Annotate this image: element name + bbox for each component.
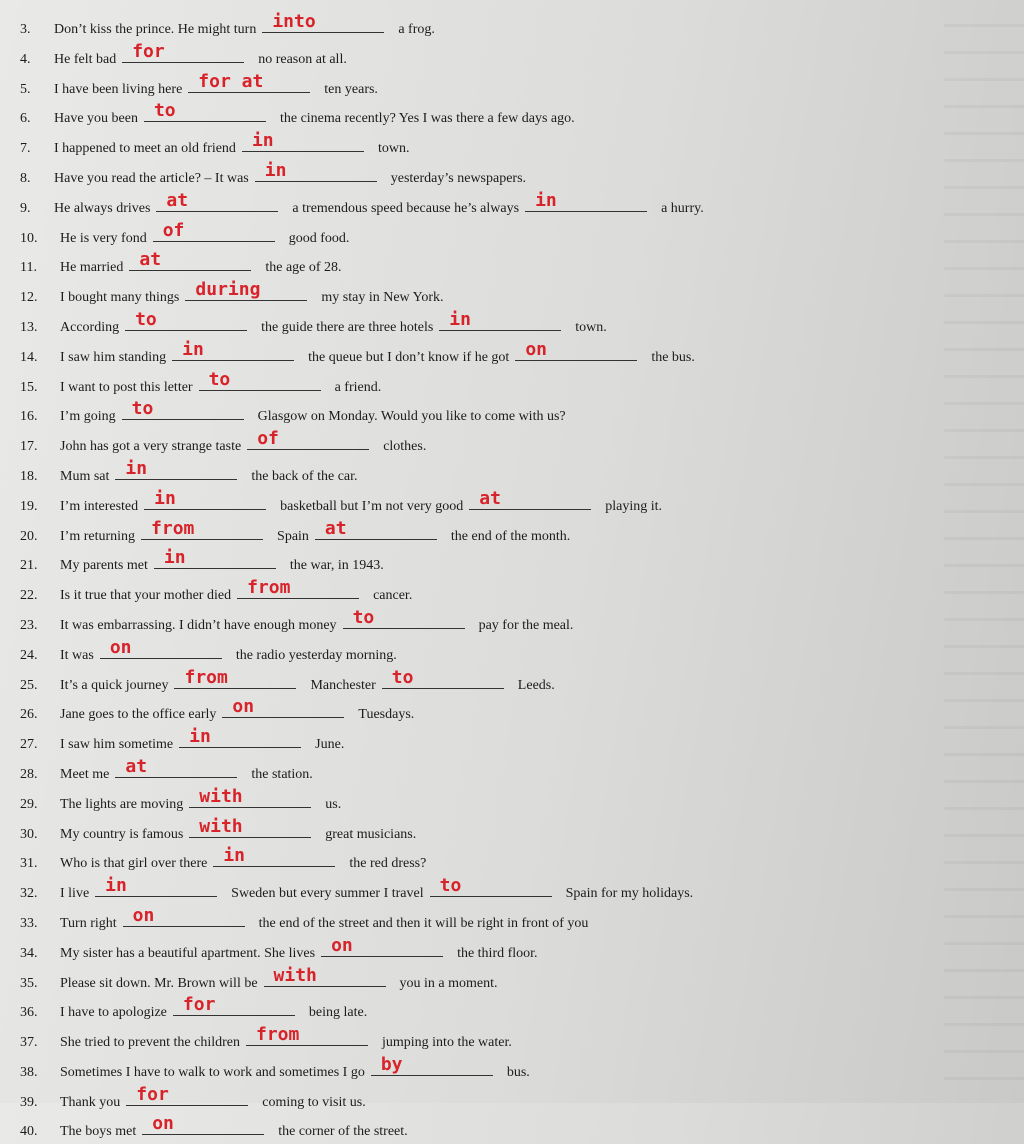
answer-blank bbox=[95, 876, 217, 897]
answer-blank bbox=[156, 191, 278, 212]
sentence-text: my stay in New York. bbox=[321, 290, 444, 306]
answer-blank bbox=[144, 489, 266, 510]
handwritten-answer: with bbox=[273, 964, 317, 986]
exercise-line bbox=[0, 250, 1024, 280]
handwritten-answer: at bbox=[166, 189, 189, 211]
handwritten-answer: for at bbox=[198, 70, 264, 92]
answer-blank bbox=[430, 876, 552, 897]
item-number: 30. bbox=[20, 826, 38, 842]
exercise-line bbox=[0, 846, 1024, 876]
item-number: 21. bbox=[20, 558, 38, 574]
handwritten-answer: at bbox=[479, 487, 501, 509]
sentence-text: you in a moment. bbox=[399, 975, 498, 991]
item-number: 35. bbox=[20, 975, 38, 991]
answer-blank bbox=[189, 817, 311, 838]
exercise-line bbox=[0, 727, 1024, 757]
item-number: 22. bbox=[20, 588, 38, 604]
handwritten-answer: on bbox=[132, 904, 155, 926]
item-number: 9. bbox=[20, 200, 31, 216]
handwritten-answer: from bbox=[184, 666, 228, 688]
sentence-text: the end of the street and then it will be right in front of you bbox=[258, 915, 589, 931]
answer-blank bbox=[199, 370, 321, 391]
sentence-text: It was bbox=[60, 647, 94, 663]
handwritten-answer: on bbox=[109, 636, 132, 658]
sentence-text: great musicians. bbox=[325, 826, 417, 842]
sentence-text: Spain for my holidays. bbox=[565, 886, 694, 902]
sentence-text: town. bbox=[575, 319, 607, 335]
handwritten-answer: for bbox=[132, 40, 165, 62]
sentence-text: Have you read the article? – It was bbox=[54, 170, 249, 186]
answer-blank bbox=[515, 340, 637, 361]
handwritten-answer: on bbox=[152, 1113, 174, 1135]
sentence-text: My sister has a beautiful apartment. She lives bbox=[60, 945, 316, 961]
sentence-text: Jane goes to the office early bbox=[60, 707, 217, 723]
handwritten-answer: to bbox=[352, 606, 375, 628]
exercise-line bbox=[0, 817, 1024, 847]
sentence-text: the guide there are three hotels bbox=[261, 319, 434, 335]
sentence-text: Is it true that your mother died bbox=[60, 588, 232, 604]
exercise-line bbox=[0, 668, 1024, 698]
item-number: 7. bbox=[20, 141, 31, 157]
exercise-line bbox=[0, 638, 1024, 668]
answer-blank bbox=[115, 757, 237, 778]
sentence-text: Please sit down. Mr. Brown will be bbox=[60, 975, 258, 991]
handwritten-answer: to bbox=[153, 100, 176, 122]
sentence-text: I saw him sometime bbox=[60, 737, 174, 753]
handwritten-answer: into bbox=[272, 11, 316, 32]
sentence-text: ten years. bbox=[324, 81, 378, 97]
item-number: 24. bbox=[20, 647, 38, 663]
answer-blank bbox=[154, 548, 276, 569]
answer-blank bbox=[189, 787, 311, 808]
exercise-line bbox=[0, 489, 1024, 519]
handwritten-answer: by bbox=[380, 1053, 403, 1075]
handwritten-answer: to bbox=[131, 398, 154, 420]
sentence-text: My country is famous bbox=[60, 826, 184, 842]
sentence-text: the radio yesterday morning. bbox=[235, 647, 397, 663]
handwritten-answer: with bbox=[199, 815, 243, 837]
item-number: 37. bbox=[20, 1035, 38, 1051]
sentence-text: He felt bad bbox=[54, 51, 117, 67]
item-number: 36. bbox=[20, 1005, 38, 1021]
answer-blank bbox=[439, 310, 561, 331]
sentence-text: Don’t kiss the prince. He might turn bbox=[54, 22, 257, 37]
sentence-text: Mum sat bbox=[60, 468, 110, 484]
sentence-text: June. bbox=[315, 737, 345, 753]
handwritten-answer: to bbox=[135, 308, 157, 330]
sentence-text: no reason at all. bbox=[258, 51, 347, 67]
sentence-text: I bought many things bbox=[60, 290, 180, 306]
exercise-line bbox=[0, 936, 1024, 966]
answer-blank bbox=[100, 638, 222, 659]
item-number: 15. bbox=[20, 379, 38, 395]
answer-blank bbox=[237, 578, 359, 599]
exercise-line bbox=[0, 876, 1024, 906]
exercise-line bbox=[0, 399, 1024, 429]
sentence-text: the war, in 1943. bbox=[289, 558, 384, 574]
sentence-text: coming to visit us. bbox=[262, 1094, 366, 1110]
answer-blank bbox=[246, 1025, 368, 1046]
exercise-line bbox=[0, 370, 1024, 400]
sentence-text: I live bbox=[60, 886, 90, 902]
exercise-line bbox=[0, 757, 1024, 787]
sentence-text: I’m interested bbox=[60, 498, 139, 514]
handwritten-answer: during bbox=[195, 279, 261, 301]
sentence-text: Leeds. bbox=[517, 677, 555, 693]
answer-blank bbox=[371, 1055, 493, 1076]
exercise-line bbox=[0, 459, 1024, 489]
item-number: 25. bbox=[20, 677, 38, 693]
item-number: 27. bbox=[20, 737, 38, 753]
handwritten-answer: in bbox=[154, 487, 176, 509]
answer-blank bbox=[153, 221, 275, 242]
answer-blank bbox=[123, 906, 245, 927]
exercise-line bbox=[0, 12, 1024, 42]
sentence-text: playing it. bbox=[605, 498, 663, 514]
exercise-line bbox=[0, 1114, 1024, 1144]
exercise-line bbox=[0, 191, 1024, 221]
sentence-text: According bbox=[60, 319, 120, 335]
answer-blank bbox=[262, 12, 384, 33]
handwritten-answer: to bbox=[391, 666, 414, 688]
sentence-text: The lights are moving bbox=[60, 796, 184, 812]
answer-blank bbox=[343, 608, 465, 629]
sentence-text: It’s a quick journey bbox=[60, 677, 169, 693]
sentence-text: I’m returning bbox=[60, 528, 136, 544]
item-number: 18. bbox=[20, 468, 38, 484]
sentence-text: Have you been bbox=[54, 111, 138, 127]
item-number: 38. bbox=[20, 1064, 38, 1080]
exercise-line bbox=[0, 697, 1024, 727]
item-number: 32. bbox=[20, 886, 38, 902]
item-number: 33. bbox=[20, 915, 38, 931]
item-number: 4. bbox=[20, 51, 31, 67]
handwritten-answer: in bbox=[163, 547, 186, 569]
exercise-line bbox=[0, 1025, 1024, 1055]
sentence-text: I happened to meet an old friend bbox=[54, 141, 236, 157]
exercise-line bbox=[0, 578, 1024, 608]
exercise-line bbox=[0, 280, 1024, 310]
handwritten-answer: on bbox=[232, 696, 255, 718]
sentence-text: the queue but I don’t know if he got bbox=[308, 349, 510, 365]
answer-blank bbox=[141, 519, 263, 540]
answer-blank bbox=[129, 250, 251, 271]
sentence-text: the corner of the street. bbox=[278, 1124, 408, 1140]
answer-blank bbox=[144, 101, 266, 122]
item-number: 14. bbox=[20, 349, 38, 365]
handwritten-answer: from bbox=[256, 1024, 300, 1046]
item-number: 31. bbox=[20, 856, 38, 872]
exercise-list bbox=[0, 12, 1024, 1144]
item-number: 39. bbox=[20, 1094, 38, 1110]
handwritten-answer: in bbox=[535, 189, 557, 211]
sentence-text: yesterday’s newspapers. bbox=[390, 170, 527, 186]
answer-blank bbox=[315, 519, 437, 540]
handwritten-answer: in bbox=[125, 457, 148, 479]
handwritten-answer: in bbox=[251, 130, 274, 152]
sentence-text: Manchester bbox=[310, 677, 376, 693]
item-number: 26. bbox=[20, 707, 38, 723]
exercise-line bbox=[0, 131, 1024, 161]
answer-blank bbox=[185, 280, 307, 301]
sentence-text: Who is that girl over there bbox=[60, 856, 208, 872]
answer-blank bbox=[179, 727, 301, 748]
sentence-text: Turn right bbox=[60, 915, 117, 931]
answer-blank bbox=[264, 966, 386, 987]
item-number: 6. bbox=[20, 111, 31, 127]
handwritten-answer: for bbox=[182, 994, 216, 1016]
handwritten-answer: from bbox=[151, 517, 195, 539]
handwritten-answer: at bbox=[324, 517, 347, 539]
sentence-text: being late. bbox=[308, 1005, 368, 1021]
sentence-text: He always drives bbox=[54, 200, 151, 216]
handwritten-answer: at bbox=[125, 755, 148, 777]
item-number: 16. bbox=[20, 409, 38, 425]
item-number: 3. bbox=[20, 22, 31, 37]
sentence-text: pay for the meal. bbox=[478, 617, 574, 633]
item-number: 8. bbox=[20, 170, 31, 186]
sentence-text: Spain bbox=[277, 528, 309, 544]
sentence-text: the cinema recently? Yes I was there a few days ago. bbox=[279, 111, 575, 127]
item-number: 20. bbox=[20, 528, 38, 544]
answer-blank bbox=[172, 340, 294, 361]
handwritten-answer: in bbox=[182, 338, 204, 360]
answer-blank bbox=[469, 489, 591, 510]
sentence-text: a hurry. bbox=[661, 200, 704, 216]
sentence-text: the bus. bbox=[651, 349, 695, 365]
sentence-text: Meet me bbox=[60, 766, 110, 782]
handwritten-answer: in bbox=[264, 159, 287, 181]
item-number: 23. bbox=[20, 617, 38, 633]
handwritten-answer: of bbox=[162, 219, 185, 241]
sentence-text: She tried to prevent the children bbox=[60, 1035, 240, 1051]
handwritten-answer: with bbox=[199, 785, 243, 807]
sentence-text: a tremendous speed because he’s always bbox=[292, 200, 520, 216]
handwritten-answer: in bbox=[449, 308, 471, 330]
exercise-line bbox=[0, 72, 1024, 102]
answer-blank bbox=[321, 936, 443, 957]
handwritten-answer: in bbox=[223, 845, 246, 867]
sentence-text: us. bbox=[325, 796, 342, 812]
answer-blank bbox=[142, 1114, 264, 1135]
sentence-text: a frog. bbox=[398, 22, 435, 37]
handwritten-answer: of bbox=[257, 428, 279, 450]
exercise-line bbox=[0, 340, 1024, 370]
item-number: 17. bbox=[20, 439, 38, 455]
sentence-text: I have been living here bbox=[54, 81, 183, 97]
sentence-text: Glasgow on Monday. Would you like to come with us? bbox=[257, 409, 566, 425]
exercise-line bbox=[0, 42, 1024, 72]
sentence-text: I saw him standing bbox=[60, 349, 167, 365]
item-number: 34. bbox=[20, 945, 38, 961]
handwritten-answer: at bbox=[139, 249, 162, 271]
answer-blank bbox=[255, 161, 377, 182]
sentence-text: Sweden but every summer I travel bbox=[231, 886, 424, 902]
answer-blank bbox=[222, 697, 344, 718]
answer-blank bbox=[247, 429, 369, 450]
exercise-line bbox=[0, 519, 1024, 549]
sentence-text: clothes. bbox=[383, 439, 427, 455]
answer-blank bbox=[188, 72, 310, 93]
sentence-text: I have to apologize bbox=[60, 1005, 167, 1021]
exercise-line bbox=[0, 161, 1024, 191]
handwritten-answer: for bbox=[136, 1083, 169, 1105]
sentence-text: He is very fond bbox=[60, 230, 147, 246]
exercise-line bbox=[0, 608, 1024, 638]
item-number: 11. bbox=[20, 260, 37, 276]
exercise-line bbox=[0, 787, 1024, 817]
sentence-text: the end of the month. bbox=[450, 528, 571, 544]
answer-blank bbox=[122, 399, 244, 420]
answer-blank bbox=[115, 459, 237, 480]
sentence-text: town. bbox=[377, 141, 410, 157]
item-number: 40. bbox=[20, 1124, 38, 1140]
exercise-line bbox=[0, 101, 1024, 131]
sentence-text: He married bbox=[60, 260, 124, 276]
handwritten-answer: on bbox=[525, 338, 547, 360]
item-number: 10. bbox=[20, 230, 38, 246]
answer-blank bbox=[174, 668, 296, 689]
item-number: 5. bbox=[20, 81, 31, 97]
sentence-text: basketball but I’m not very good bbox=[280, 498, 464, 514]
sentence-text: My parents met bbox=[60, 558, 148, 574]
sentence-text: a friend. bbox=[334, 379, 382, 395]
exercise-line bbox=[0, 995, 1024, 1025]
answer-blank bbox=[122, 42, 244, 63]
sentence-text: Thank you bbox=[60, 1094, 121, 1110]
handwritten-answer: to bbox=[208, 368, 231, 390]
handwritten-answer: in bbox=[105, 875, 127, 897]
sentence-text: I want to post this letter bbox=[60, 379, 193, 395]
item-number: 12. bbox=[20, 290, 38, 306]
sentence-text: Tuesdays. bbox=[358, 707, 415, 723]
answer-blank bbox=[125, 310, 247, 331]
handwritten-answer: on bbox=[331, 934, 353, 956]
item-number: 19. bbox=[20, 498, 38, 514]
item-number: 28. bbox=[20, 766, 38, 782]
answer-blank bbox=[242, 131, 364, 152]
sentence-text: cancer. bbox=[373, 588, 413, 604]
sentence-text: good food. bbox=[288, 230, 350, 246]
item-number: 29. bbox=[20, 796, 38, 812]
answer-blank bbox=[173, 995, 295, 1016]
answer-blank bbox=[213, 846, 335, 867]
exercise-line bbox=[0, 966, 1024, 996]
sentence-text: The boys met bbox=[60, 1124, 137, 1140]
sentence-text: It was embarrassing. I didn’t have enough money bbox=[60, 617, 337, 633]
sentence-text: the back of the car. bbox=[251, 468, 358, 484]
sentence-text: I’m going bbox=[60, 409, 116, 425]
sentence-text: jumping into the water. bbox=[382, 1035, 512, 1051]
exercise-line bbox=[0, 1055, 1024, 1085]
exercise-line bbox=[0, 1085, 1024, 1115]
exercise-line bbox=[0, 429, 1024, 459]
exercise-line bbox=[0, 548, 1024, 578]
answer-blank bbox=[382, 668, 504, 689]
exercise-line bbox=[0, 310, 1024, 340]
sentence-text: the third floor. bbox=[457, 945, 538, 961]
sentence-text: bus. bbox=[506, 1064, 530, 1080]
handwritten-answer: to bbox=[439, 875, 462, 897]
sentence-text: the red dress? bbox=[349, 856, 427, 872]
sentence-text: John has got a very strange taste bbox=[60, 439, 242, 455]
handwritten-answer: in bbox=[189, 726, 211, 748]
sentence-text: Sometimes I have to walk to work and sometimes I go bbox=[60, 1064, 365, 1080]
exercise-line bbox=[0, 221, 1024, 251]
handwritten-answer: from bbox=[247, 577, 291, 599]
answer-blank bbox=[525, 191, 647, 212]
sentence-text: the station. bbox=[251, 766, 313, 782]
item-number: 13. bbox=[20, 319, 38, 335]
sentence-text: the age of 28. bbox=[265, 260, 342, 276]
exercise-line bbox=[0, 906, 1024, 936]
